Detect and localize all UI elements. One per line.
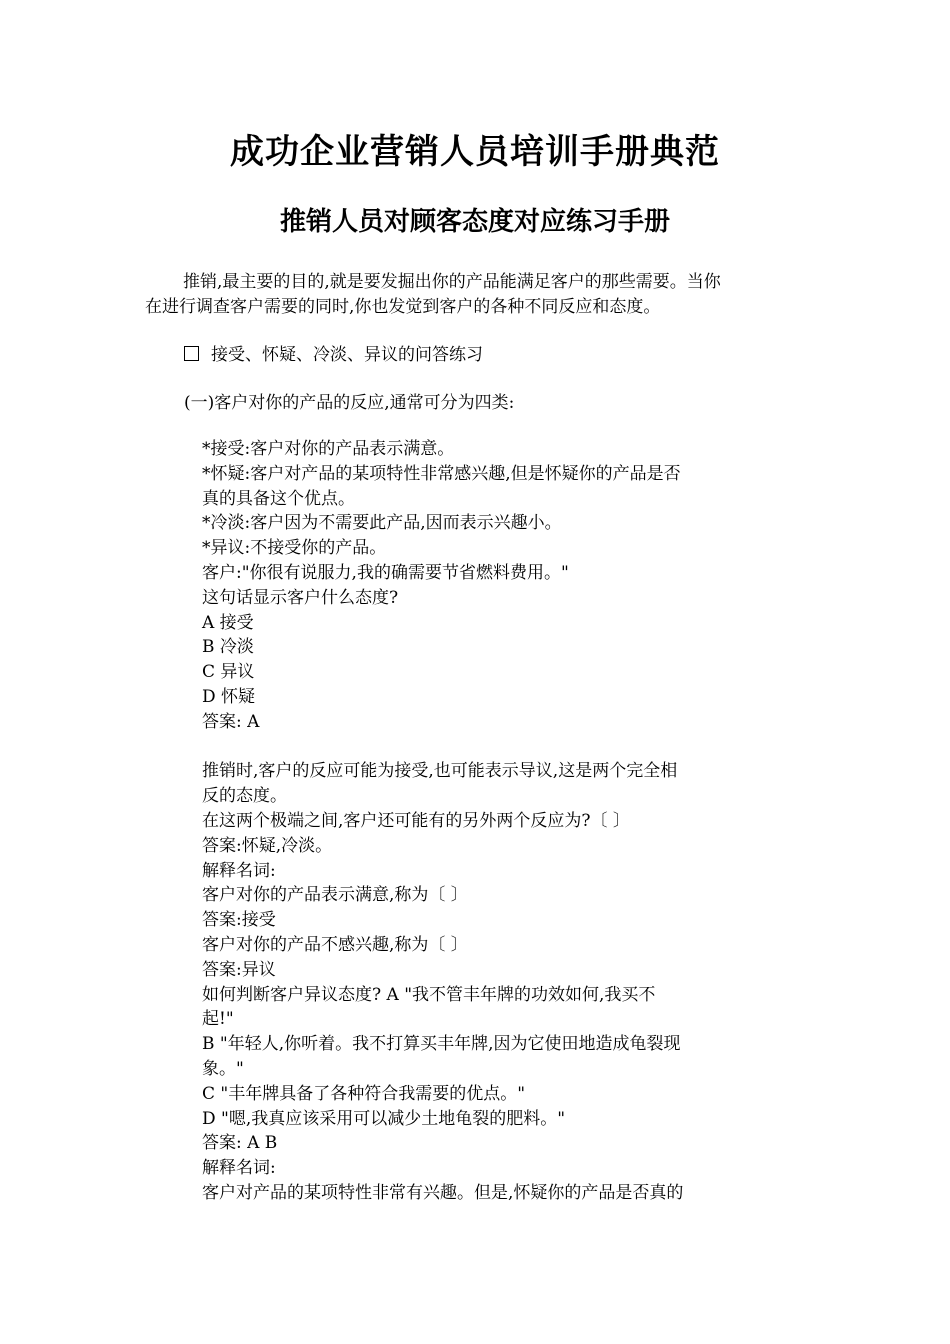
intro-line: 推销,最主要的目的,就是要发掘出你的产品能满足客户的那些需要。当你 xyxy=(183,272,721,292)
text-line: 象。" xyxy=(202,1058,244,1079)
text-line: 答案: A xyxy=(202,711,260,732)
exercise-body xyxy=(202,437,762,1206)
text-line: 推销时,客户的反应可能为接受,也可能表示导议,这是两个完全相 xyxy=(202,761,678,782)
text-line: 答案: A B xyxy=(202,1133,278,1154)
text-line: D "嗯,我真应该采用可以减少土地龟裂的肥料。" xyxy=(202,1108,566,1129)
text-line: *冷淡:客户因为不需要此产品,因而表示兴趣小。 xyxy=(202,513,562,534)
text-line: *接受:客户对你的产品表示满意。 xyxy=(202,439,455,459)
text-line: *异议:不接受你的产品。 xyxy=(202,538,387,559)
text-line: 反的态度。 xyxy=(202,786,287,807)
text-line: 解释名词: xyxy=(202,1158,276,1179)
section-heading xyxy=(184,343,483,368)
text-line: 客户对你的产品不感兴趣,称为〔 〕 xyxy=(202,934,468,955)
text-line: C "丰年牌具备了各种符合我需要的优点。" xyxy=(202,1083,526,1104)
text-line: 起!" xyxy=(202,1009,234,1030)
intro-paragraph xyxy=(145,270,805,320)
document-title: 成功企业营销人员培训手册典范 xyxy=(230,132,720,172)
text-line: 解释名词: xyxy=(202,860,276,881)
text-line: *怀疑:客户对产品的某项特性非常感兴趣,但是怀疑你的产品是否 xyxy=(202,463,681,484)
text-line: 在这两个极端之间,客户还可能有的另外两个反应为?〔 〕 xyxy=(202,810,630,831)
text-line: 答案:接受 xyxy=(202,910,276,931)
checkbox-icon xyxy=(184,346,199,361)
text-line: 客户对你的产品表示满意,称为〔 〕 xyxy=(202,885,468,906)
text-line: A 接受 xyxy=(202,612,254,633)
blank-line xyxy=(202,735,762,760)
text-line: 真的具备这个优点。 xyxy=(202,488,355,509)
document-subtitle: 推销人员对顾客态度对应练习手册 xyxy=(279,207,670,237)
text-line: D 怀疑 xyxy=(202,686,256,707)
text-line: C 异议 xyxy=(202,662,255,683)
text-line: 答案:异议 xyxy=(202,959,276,980)
text-line: 客户:"你很有说服力,我的确需要节省燃料费用。" xyxy=(202,562,569,583)
text-line: B "年轻人,你听着。我不打算买丰年牌,因为它使田地造成龟裂现 xyxy=(202,1034,681,1055)
text-line: 客户对产品的某项特性非常有兴趣。但是,怀疑你的产品是否真的 xyxy=(202,1182,684,1203)
text-line: 如何判断客户异议态度? A "我不管丰年牌的功效如何,我买不 xyxy=(202,984,656,1005)
subsection-heading: (一)客户对你的产品的反应,通常可分为四类: xyxy=(184,393,515,413)
text-line: 这句话显示客户什么态度? xyxy=(202,587,399,608)
intro-line: 在进行调查客户需要的同时,你也发觉到客户的各种不同反应和态度。 xyxy=(145,297,661,317)
text-line: B 冷淡 xyxy=(202,637,254,658)
section-heading-text: 接受、怀疑、冷淡、异议的问答练习 xyxy=(211,345,483,365)
text-line: 答案:怀疑,冷淡。 xyxy=(202,835,333,856)
